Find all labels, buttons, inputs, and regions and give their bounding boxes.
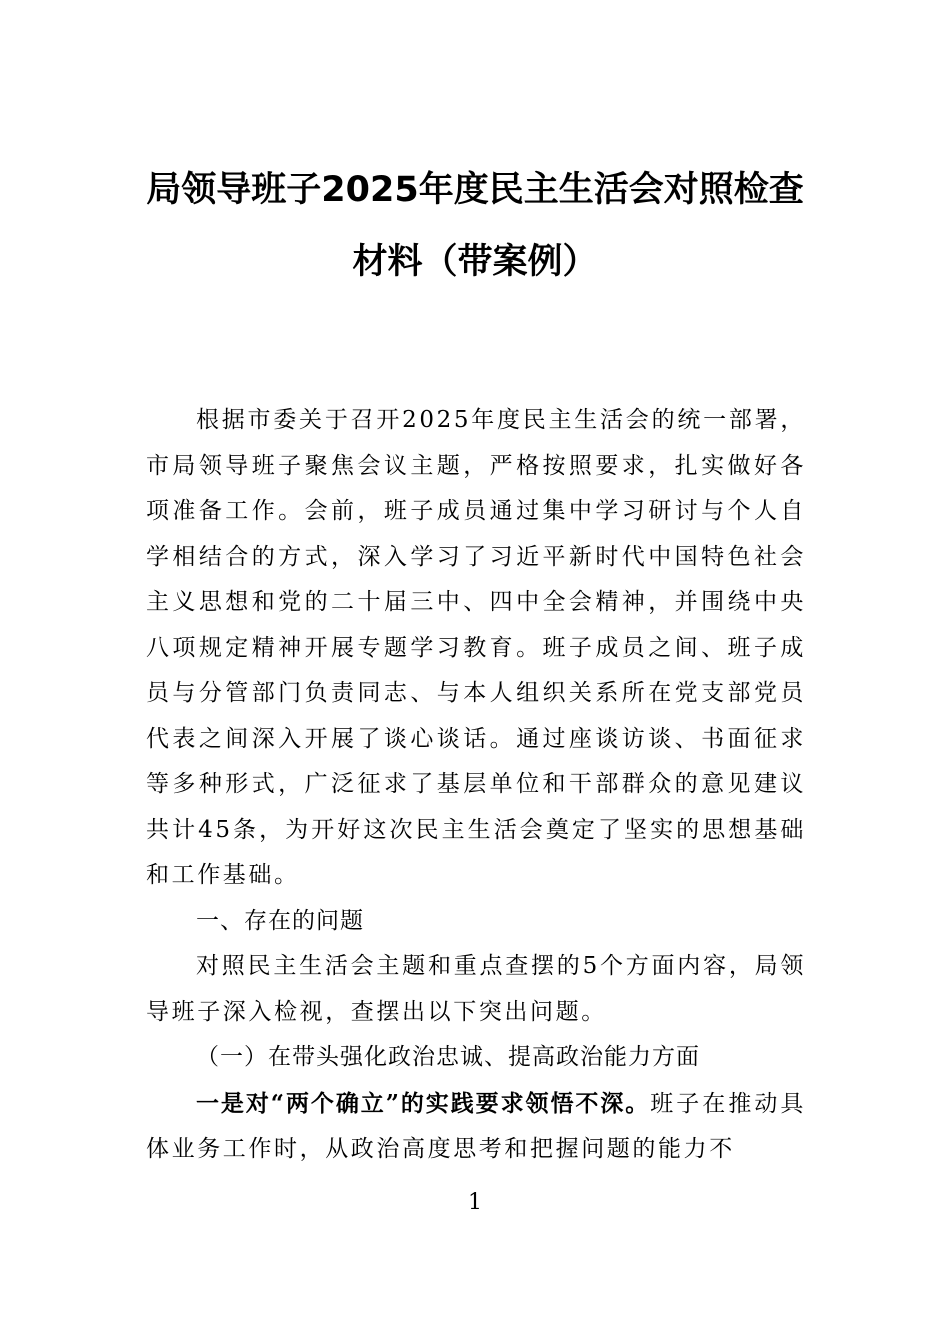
- point-one-text: 班子在推动具体业务工作时，从政治高度思考和把握问题的能力不: [146, 1090, 806, 1162]
- document-title-line-2: 材料（带案例）: [352, 242, 598, 282]
- intro-paragraph: 根据市委关于召开2025年度民主生活会的统一部署，市局领导班子聚焦会议主题，严格按照要求，扎实做好各项准备工作。会前，班子成员通过集中学习研讨与个人自学相结合的方式，深入学习了习近平新时代中国特色社会主义思想和党的二十届三中、四中全会精神，并围绕中央八项规定精神开展专题学习教育。班子成员之间、班子成员与分管部门负责同志、与本人组织关系所在党支部党员代表之间深入开展了谈心谈话。通过座谈访谈、书面征求等多种形式，广泛征求了基层单位和干部群众的意见建议共计45条，为开好这次民主生活会奠定了坚实的思想基础和工作基础。: [146, 407, 806, 888]
- section-intro-paragraph: 对照民主生活会主题和重点查摆的5个方面内容，局领导班子深入检视，查摆出以下突出问题。: [146, 953, 806, 1025]
- point-one-lead: 一是对“两个确立”的实践要求领悟不深。: [196, 1089, 651, 1117]
- point-one-paragraph: [146, 1081, 806, 1173]
- document-title-line-1: 局领导班子2025年度民主生活会对照检查: [146, 170, 804, 210]
- subsection-heading-political-loyalty: （一）在带头强化政治忠诚、提高政治能力方面: [196, 1044, 700, 1070]
- document-body: [146, 398, 806, 1173]
- section-heading-problems: 一、存在的问题: [196, 907, 364, 934]
- page-number: 1: [468, 1190, 482, 1215]
